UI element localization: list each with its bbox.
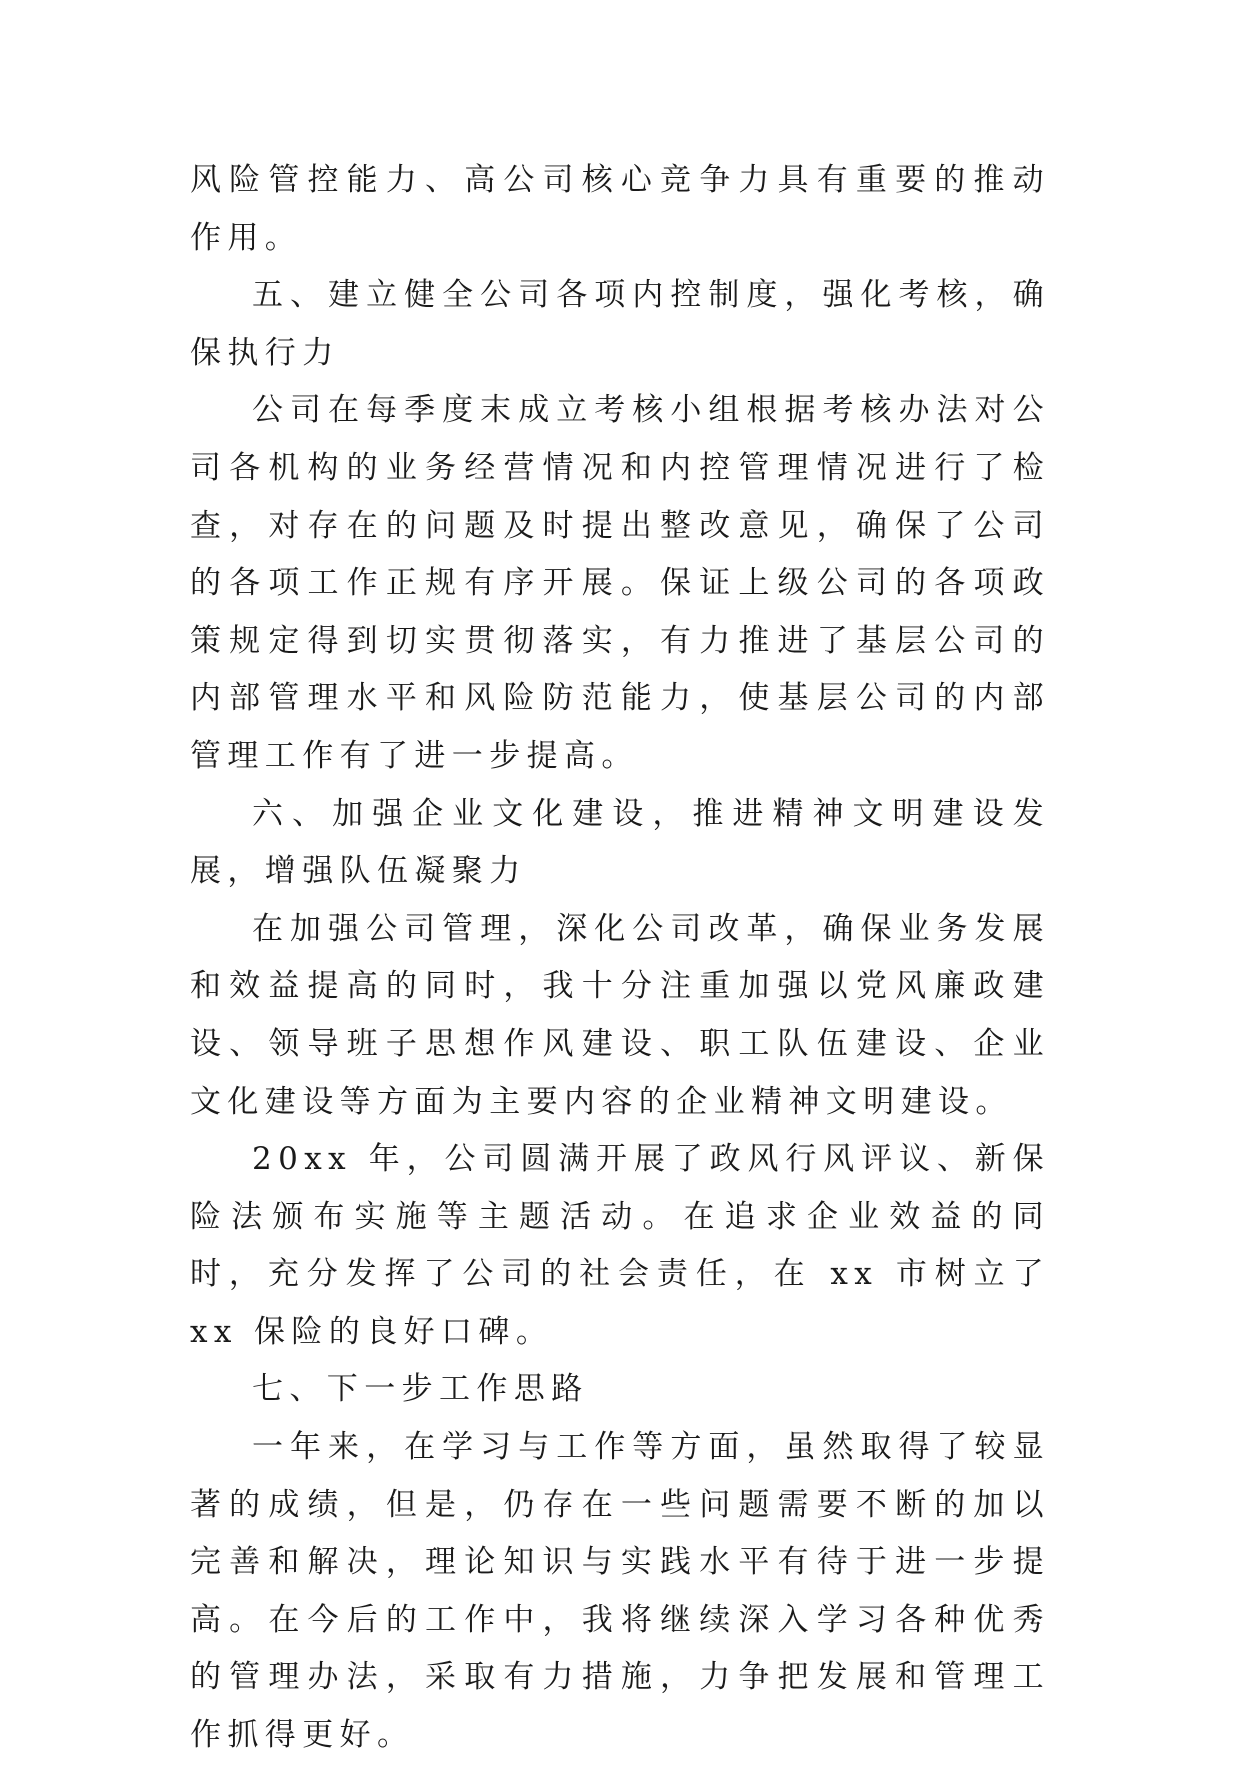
paragraph-activities: 20xx 年，公司圆满开展了政风行风评议、新保险法颁布实施等主题活动。在追求企业效益的同时，充分发挥了公司的社会责任，在 xx 市树立了 xx 保险的良好口碑。 (190, 1141, 1050, 1350)
paragraph-continuation: 风险管控能力、高公司核心竞争力具有重要的推动作用。 (190, 162, 1050, 256)
section-heading-7: 七、下一步工作思路 (252, 1371, 589, 1408)
paragraph-next-steps: 一年来，在学习与工作等方面，虽然取得了较显著的成绩，但是，仍存在一些问题需要不断的加以完善和解决，理论知识与实践水平有待于进一步提高。在今后的工作中，我将继续深入学习各种优秀的管理办法，采取有力措施，力争把发展和管理工作抓得更好。 (190, 1429, 1050, 1754)
paragraph-culture-building: 在加强公司管理，深化公司改革，确保业务发展和效益提高的同时，我十分注重加强以党风廉政建设、领导班子思想作风建设、职工队伍建设、企业文化建设等方面为主要内容的企业精神文明建设。 (190, 910, 1050, 1120)
paragraph-internal-control: 公司在每季度末成立考核小组根据考核办法对公司各机构的业务经营情况和内控管理情况进行了检查，对存在的问题及时提出整改意见，确保了公司的各项工作正规有序开展。保证上级公司的各项政策规定得到切实贯彻落实，有力推进了基层公司的内部管理水平和风险防范能力，使基层公司的内部管理工作有了进一步提高。 (190, 392, 1050, 774)
section-heading-6: 六、加强企业文化建设，推进精神文明建设发展，增强队伍凝聚力 (190, 795, 1050, 890)
section-heading-5: 五、建立健全公司各项内控制度，强化考核，确保执行力 (190, 277, 1050, 371)
document-body (190, 152, 1050, 1765)
